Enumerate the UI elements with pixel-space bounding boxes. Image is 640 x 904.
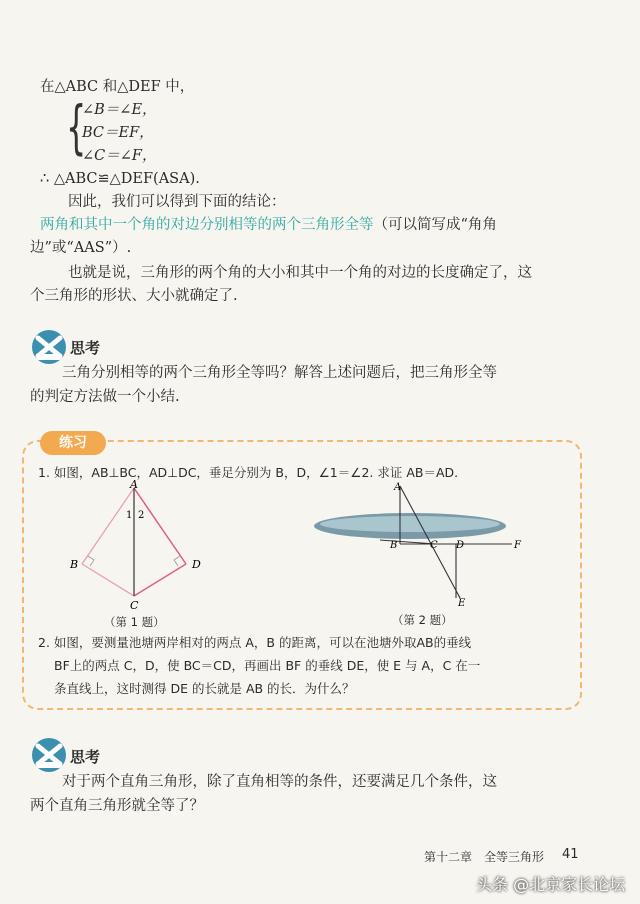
figure-1-caption: （第 1 题）	[104, 615, 165, 629]
think-line-2: 的判定方法做一个小结.	[30, 389, 180, 405]
proof-intro: 在△ABC 和△DEF 中，	[40, 79, 195, 95]
theorem-highlight: 两角和其中一个角的对边分别相等的两个三角形全等	[40, 217, 374, 233]
angle-label-1: 1	[126, 510, 133, 521]
think-icon	[32, 738, 66, 772]
label-c: C	[130, 599, 139, 612]
label-a: A	[394, 482, 402, 493]
right-angle-mark-b	[88, 556, 94, 566]
explain-line-2: 个三角形的形状、大小就确定了.	[30, 288, 238, 304]
practice-q2-line-3: 条直线上，这时测得 DE 的长就是 AB 的长．为什么？	[54, 681, 355, 696]
proof-condition-3: ∠C＝∠F，	[82, 148, 157, 164]
label-a: A	[130, 478, 138, 491]
label-c: C	[430, 540, 438, 551]
footer-chapter: 第十二章 全等三角形	[424, 850, 545, 864]
figure-2-caption: （第 2 题）	[392, 613, 453, 627]
label-d: D	[456, 540, 465, 551]
theorem-abbrev-1: （可以简写成“角角	[373, 217, 497, 233]
think-line-1: 三角分别相等的两个三角形全等吗？解答上述问题后，把三角形全等	[62, 365, 497, 381]
theorem-line-1	[40, 214, 497, 236]
right-angle-mark-d	[174, 556, 180, 566]
brace-symbol: {	[66, 93, 87, 161]
figure-2	[310, 478, 550, 612]
think-line-2: 两个直角三角形就全等了？	[30, 798, 204, 814]
think-title: 思考	[70, 339, 101, 357]
explain-line-1: 也就是说，三角形的两个角的大小和其中一个角的对边的长度确定了，这	[68, 265, 532, 281]
proof-therefore: ∴ △ABC≌△DEF(ASA).	[40, 171, 200, 187]
label-b: B	[390, 540, 398, 551]
practice-q2-line-2: BF上的两点 C，D，使 BC＝CD，再画出 BF 的垂线 DE，使 E 与 A，C 在一	[54, 658, 481, 673]
pond-edge-line	[380, 540, 436, 544]
label-d: D	[192, 558, 201, 571]
figure-1	[70, 478, 210, 618]
segment-ad	[134, 488, 186, 564]
conclusion-intro: 因此，我们可以得到下面的结论：	[68, 194, 286, 210]
segment-bc	[82, 564, 134, 596]
watermark: 头条 @北京家长论坛	[476, 875, 626, 894]
proof-condition-1: ∠B＝∠E，	[82, 102, 157, 118]
label-b: B	[70, 558, 79, 571]
think-title: 思考	[70, 748, 101, 766]
practice-q2-line-1: 2. 如图，要测量池塘两岸相对的两点 A，B 的距离，可以在池塘外取AB的垂线	[38, 635, 472, 650]
label-f: F	[514, 540, 521, 551]
angle-label-2: 2	[138, 510, 145, 521]
theorem-abbrev-2: 边”或“AAS”）.	[30, 240, 132, 256]
practice-q1: 1. 如图，AB⊥BC，AD⊥DC，垂足分别为 B，D，∠1＝∠2. 求证 AB＝AD.	[38, 465, 459, 480]
think-line-1: 对于两个直角三角形，除了直角相等的条件，还要满足几个条件，这	[62, 774, 497, 790]
proof-condition-2: BC＝EF，	[82, 125, 154, 141]
practice-tab: 练习	[40, 431, 106, 455]
label-e: E	[458, 598, 466, 609]
segment-dc	[134, 564, 186, 596]
pond-water	[320, 516, 500, 532]
page-number: 41	[562, 847, 579, 862]
think-icon	[32, 330, 66, 364]
segment-ab	[82, 488, 134, 564]
